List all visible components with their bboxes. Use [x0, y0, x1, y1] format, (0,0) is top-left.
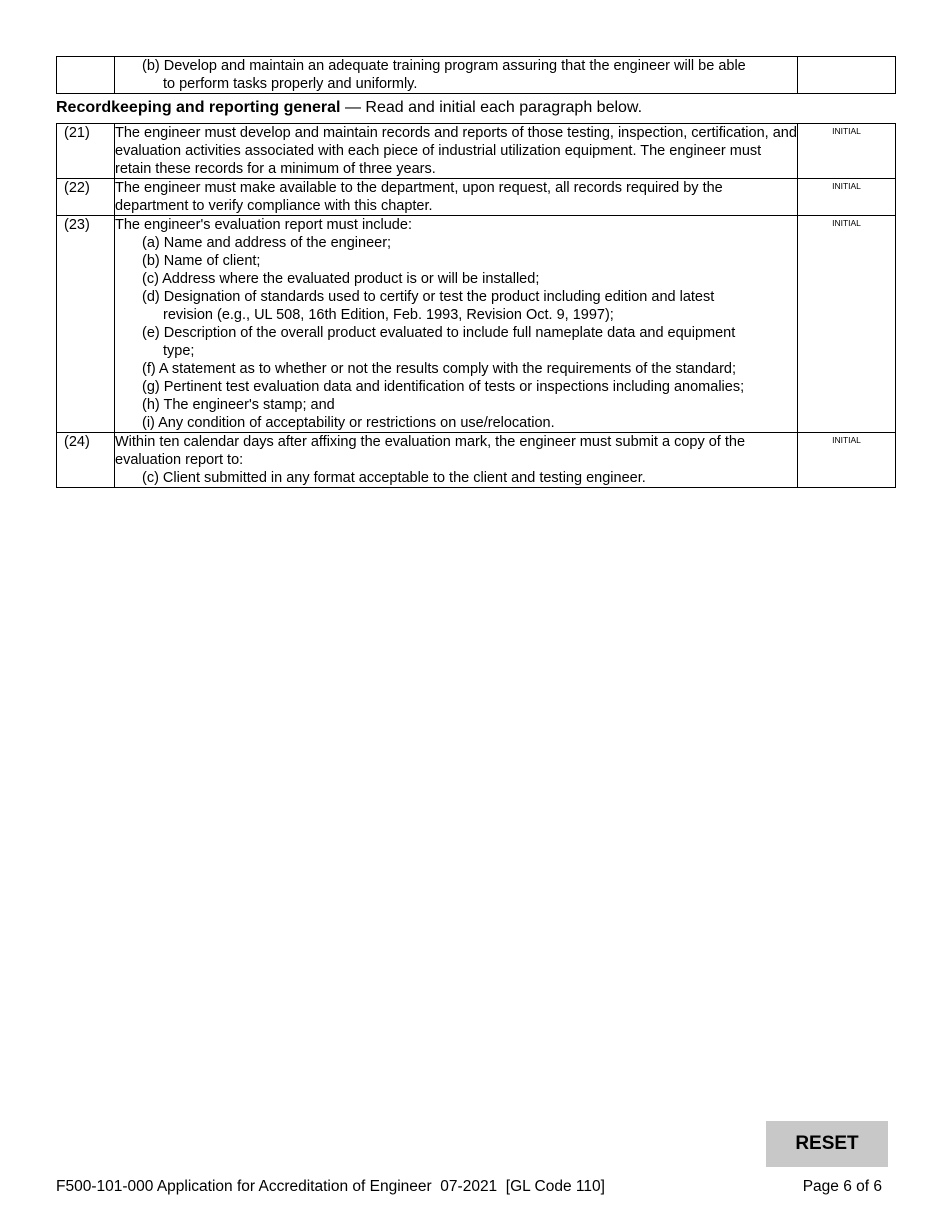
continuation-table	[56, 56, 896, 94]
page-number: Page 6 of 6	[802, 1178, 882, 1195]
initial-field[interactable]	[798, 57, 896, 94]
paragraph-number: (21)	[57, 124, 115, 179]
table-row	[57, 216, 896, 433]
list-item: (b) Name of client;	[142, 253, 261, 269]
list-item: (h) The engineer's stamp; and	[142, 397, 335, 413]
initial-label: INITIAL	[832, 435, 861, 445]
list-item: (d) Designation of standards used to certify or test the product including edition and latest revision (e.g., UL 508, 16th Edition, Feb. 1993, Revision Oct. 9, 1997);	[142, 289, 715, 323]
list-item-b: (b) Develop and maintain an adequate training program assuring that the engineer will be able to perform tasks properly and uniformly.	[142, 58, 746, 92]
paragraph-text: The engineer must develop and maintain records and reports of those testing, inspection, certification, and evaluation activities associated with each piece of industrial utilization equipment. The engineer must retain these records for a minimum of three years.	[115, 125, 797, 177]
paragraph-number: (23)	[57, 216, 115, 433]
paragraph-text: The engineer's evaluation report must include:	[115, 217, 412, 233]
initial-label: INITIAL	[832, 181, 861, 191]
table-row	[57, 57, 896, 94]
initial-field[interactable]	[798, 433, 896, 488]
list-item: (a) Name and address of the engineer;	[142, 235, 392, 251]
list-item: (f) A statement as to whether or not the results comply with the requirements of the standard;	[142, 361, 736, 377]
table-row	[57, 433, 896, 488]
section-heading: Recordkeeping and reporting general — Read and initial each paragraph below.	[56, 99, 643, 116]
paragraph-number: (24)	[57, 433, 115, 488]
initial-label: INITIAL	[832, 218, 861, 228]
initial-field[interactable]	[798, 216, 896, 433]
table-row	[57, 179, 896, 216]
list-item: (g) Pertinent test evaluation data and identification of tests or inspections including anomalies;	[142, 379, 745, 395]
form-id-footer: F500-101-000 Application for Accreditation of Engineer 07-2021 [GL Code 110]	[56, 1178, 605, 1195]
initial-field[interactable]	[798, 179, 896, 216]
reset-button[interactable]: RESET	[766, 1121, 888, 1167]
paragraph-text: The engineer must make available to the department, upon request, all records required by the department to verify compliance with this chapter.	[115, 180, 723, 214]
table-row	[57, 124, 896, 179]
recordkeeping-table	[56, 123, 896, 488]
initial-field[interactable]	[798, 124, 896, 179]
list-item: (c) Client submitted in any format acceptable to the client and testing engineer.	[142, 470, 646, 486]
paragraph-text: Within ten calendar days after affixing the evaluation mark, the engineer must submit a copy of the evaluation report to:	[115, 434, 746, 468]
list-item: (e) Description of the overall product evaluated to include full nameplate data and equipment type;	[142, 325, 736, 359]
list-item: (c) Address where the evaluated product is or will be installed;	[142, 271, 540, 287]
paragraph-number: (22)	[57, 179, 115, 216]
list-item: (i) Any condition of acceptability or restrictions on use/relocation.	[142, 415, 555, 431]
initial-label: INITIAL	[832, 126, 861, 136]
